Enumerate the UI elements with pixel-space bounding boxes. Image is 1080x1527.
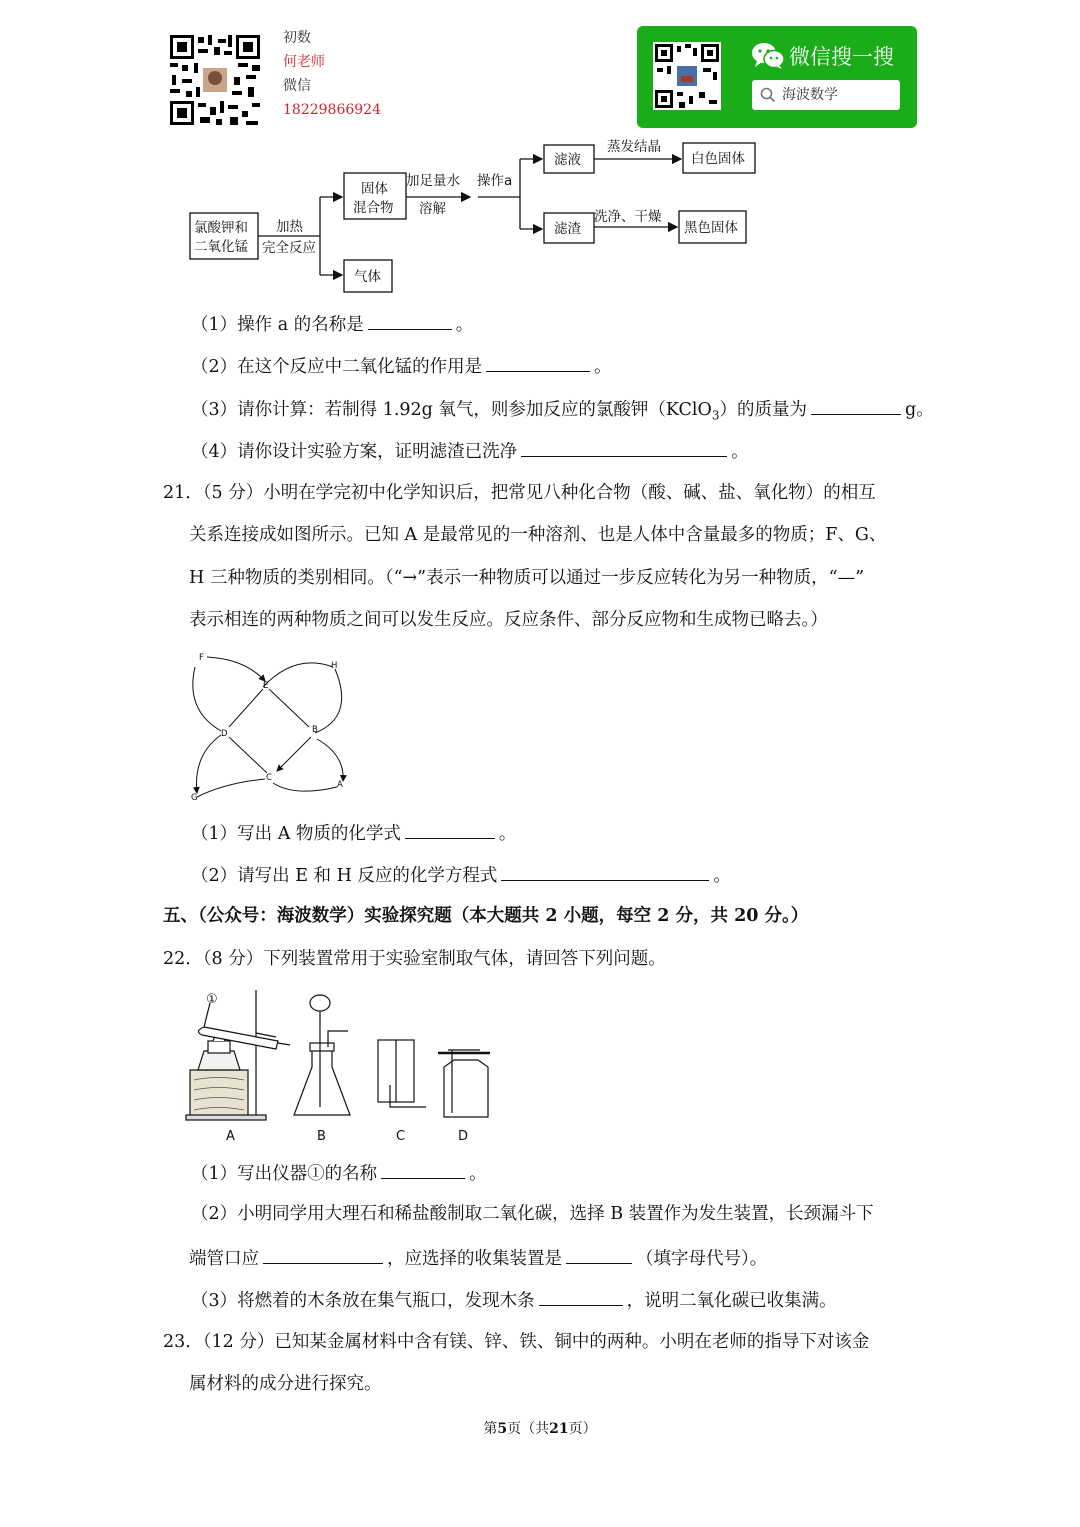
q22-end-1: 。 bbox=[469, 1164, 487, 1184]
q23-line1: 23．（12 分）已知某金属材料中含有镁、锌、铁、铜中的两种。小明在老师的指导下对该金 bbox=[163, 1332, 870, 1352]
answer-blank[interactable] bbox=[811, 396, 901, 415]
flow-heat: 加热 bbox=[276, 219, 303, 235]
q21-part2-text: （2）请写出 E 和 H 反应的化学方程式 bbox=[191, 866, 498, 886]
q22-part2-text-b: 端管口应 bbox=[189, 1249, 259, 1269]
q20-end-4: 。 bbox=[731, 442, 749, 462]
q20-part3-text: （3）请你计算：若制得 1.92g 氧气，则参加反应的氯酸钾（KClO bbox=[191, 400, 712, 420]
answer-blank[interactable] bbox=[486, 353, 590, 372]
flow-start-1: 氯酸钾和 bbox=[194, 220, 248, 236]
q22-part2-line2 bbox=[189, 1245, 767, 1271]
flow-solid-1: 固体 bbox=[361, 181, 388, 197]
q20-part2 bbox=[191, 353, 612, 379]
q20-end-1: 。 bbox=[455, 315, 474, 335]
answer-blank[interactable] bbox=[539, 1287, 623, 1306]
flow-operation: 操作a bbox=[477, 173, 513, 189]
diagram-label-E: E bbox=[263, 681, 269, 691]
q20-part1-text: （1）操作 a 的名称是 bbox=[191, 315, 364, 335]
answer-blank[interactable] bbox=[405, 820, 495, 839]
q23-line2: 属材料的成分进行探究。 bbox=[189, 1374, 382, 1394]
diagram-label-H: H bbox=[331, 661, 338, 671]
footer-middle: 页（共 bbox=[507, 1421, 550, 1437]
q21-end-1: 。 bbox=[498, 824, 517, 844]
flow-complete: 完全反应 bbox=[262, 240, 316, 256]
q20-part3-sub: 3 bbox=[711, 408, 720, 423]
apparatus-figure bbox=[180, 985, 500, 1150]
search-icon bbox=[760, 87, 776, 103]
diagram-label-F: F bbox=[199, 653, 204, 663]
q21-end-2: 。 bbox=[713, 866, 731, 886]
header bbox=[0, 0, 1080, 135]
wechat-logo-icon bbox=[751, 42, 785, 70]
apparatus-label-A: A bbox=[226, 1129, 235, 1144]
q20-part3-unit: g。 bbox=[905, 400, 934, 420]
q22-part2-text-d: （填字母代号）。 bbox=[636, 1249, 768, 1269]
q21-part1-text: （1）写出 A 物质的化学式 bbox=[191, 824, 401, 844]
flow-black-solid: 黑色固体 bbox=[684, 220, 738, 236]
header-wechat-label: 微信 bbox=[283, 78, 311, 94]
q20-part2-text: （2）在这个反应中二氧化锰的作用是 bbox=[191, 357, 483, 377]
wechat-search-title: 微信搜一搜 bbox=[789, 45, 894, 69]
q21-line3: H 三种物质的类别相同。（“→”表示一种物质可以通过一步反应转化为另一种物质，“—” bbox=[189, 568, 865, 588]
answer-blank[interactable] bbox=[566, 1245, 632, 1264]
flow-wash: 洗净、干燥 bbox=[594, 209, 662, 225]
q20-part4 bbox=[191, 438, 749, 464]
q20-part3 bbox=[191, 396, 934, 428]
apparatus-label-B: B bbox=[317, 1129, 326, 1144]
q22-part3-text-b: ，说明二氧化碳已收集满。 bbox=[626, 1291, 837, 1311]
diagram-label-G: G bbox=[191, 793, 198, 803]
q22-part1-text: （1）写出仪器①的名称 bbox=[191, 1164, 378, 1184]
q22-part3-text-a: （3）将燃着的木条放在集气瓶口，发现木条 bbox=[191, 1291, 535, 1311]
q20-part1 bbox=[191, 311, 473, 337]
answer-blank[interactable] bbox=[368, 311, 452, 330]
header-phone: 18229866924 bbox=[283, 102, 381, 118]
diagram-label-B: B bbox=[312, 725, 318, 735]
flow-residue: 滤渣 bbox=[554, 221, 581, 237]
wechat-search-query: 海波数学 bbox=[782, 87, 838, 103]
header-subject: 初数 bbox=[283, 30, 311, 46]
footer-prefix: 第 bbox=[483, 1421, 498, 1437]
q21-part2 bbox=[191, 862, 731, 888]
relation-diagram bbox=[185, 645, 355, 805]
answer-blank[interactable] bbox=[263, 1245, 383, 1264]
q20-part3-text-b: ）的质量为 bbox=[719, 400, 808, 420]
q21-line4: 表示相连的两种物质之间可以发生反应。反应条件、部分反应物和生成物已略去。） bbox=[189, 610, 828, 630]
flow-white-solid: 白色固体 bbox=[691, 151, 745, 167]
q21-line2: 关系连接成如图所示。已知 A 是最常见的一种溶剂、也是人体中含量最多的物质；F、G、 bbox=[189, 525, 887, 545]
flow-add-water: 加足量水 bbox=[406, 173, 460, 189]
flow-dissolve: 溶解 bbox=[419, 201, 446, 217]
flow-filtrate: 滤液 bbox=[554, 152, 581, 168]
section-5-heading: 五、（公众号：海波数学）实验探究题（本大题共 2 小题，每空 2 分，共 20 分。） bbox=[163, 906, 809, 926]
footer-page-number: 5 bbox=[497, 1421, 508, 1437]
flow-solid-2: 混合物 bbox=[353, 200, 394, 216]
header-teacher: 何老师 bbox=[283, 54, 325, 70]
q22-line1: 22．（8 分）下列装置常用于实验室制取气体，请回答下列问题。 bbox=[163, 949, 666, 969]
answer-blank[interactable] bbox=[521, 438, 727, 457]
q20-part4-text: （4）请你设计实验方案，证明滤渣已洗净 bbox=[191, 442, 518, 462]
diagram-label-C: C bbox=[266, 773, 272, 783]
q21-line1: 21．（5 分）小明在学完初中化学知识后，把常见八种化合物（酸、碱、盐、氧化物）的相互 bbox=[163, 483, 876, 503]
q22-part1 bbox=[191, 1160, 487, 1186]
qr-code-right bbox=[653, 42, 721, 110]
wechat-search-card[interactable] bbox=[637, 26, 917, 128]
q22-part2-line1: （2）小明同学用大理石和稀盐酸制取二氧化碳，选择 B 装置作为发生装置，长颈漏斗下 bbox=[191, 1204, 874, 1224]
q21-part1 bbox=[191, 820, 516, 846]
diagram-label-D: D bbox=[221, 729, 228, 739]
flow-gas: 气体 bbox=[354, 269, 381, 285]
diagram-label-A: A bbox=[337, 780, 343, 790]
apparatus-label-C: C bbox=[396, 1129, 406, 1144]
answer-blank[interactable] bbox=[381, 1160, 465, 1179]
qr-code-left bbox=[168, 33, 262, 127]
footer-suffix: 页） bbox=[568, 1421, 597, 1437]
flow-start-2: 二氧化锰 bbox=[194, 239, 248, 255]
q22-part3 bbox=[191, 1287, 837, 1313]
page-footer bbox=[0, 1419, 1080, 1439]
footer-total-pages: 21 bbox=[549, 1421, 569, 1437]
answer-blank[interactable] bbox=[501, 862, 709, 881]
q22-part2-text-c: ，应选择的收集装置是 bbox=[387, 1249, 562, 1269]
wechat-search-box[interactable] bbox=[752, 80, 900, 110]
flow-evaporate: 蒸发结晶 bbox=[607, 139, 661, 155]
q20-end-2: 。 bbox=[594, 357, 612, 377]
flow-diagram bbox=[180, 135, 780, 300]
apparatus-label-D: D bbox=[458, 1129, 469, 1144]
apparatus-marker: ① bbox=[206, 992, 218, 1007]
